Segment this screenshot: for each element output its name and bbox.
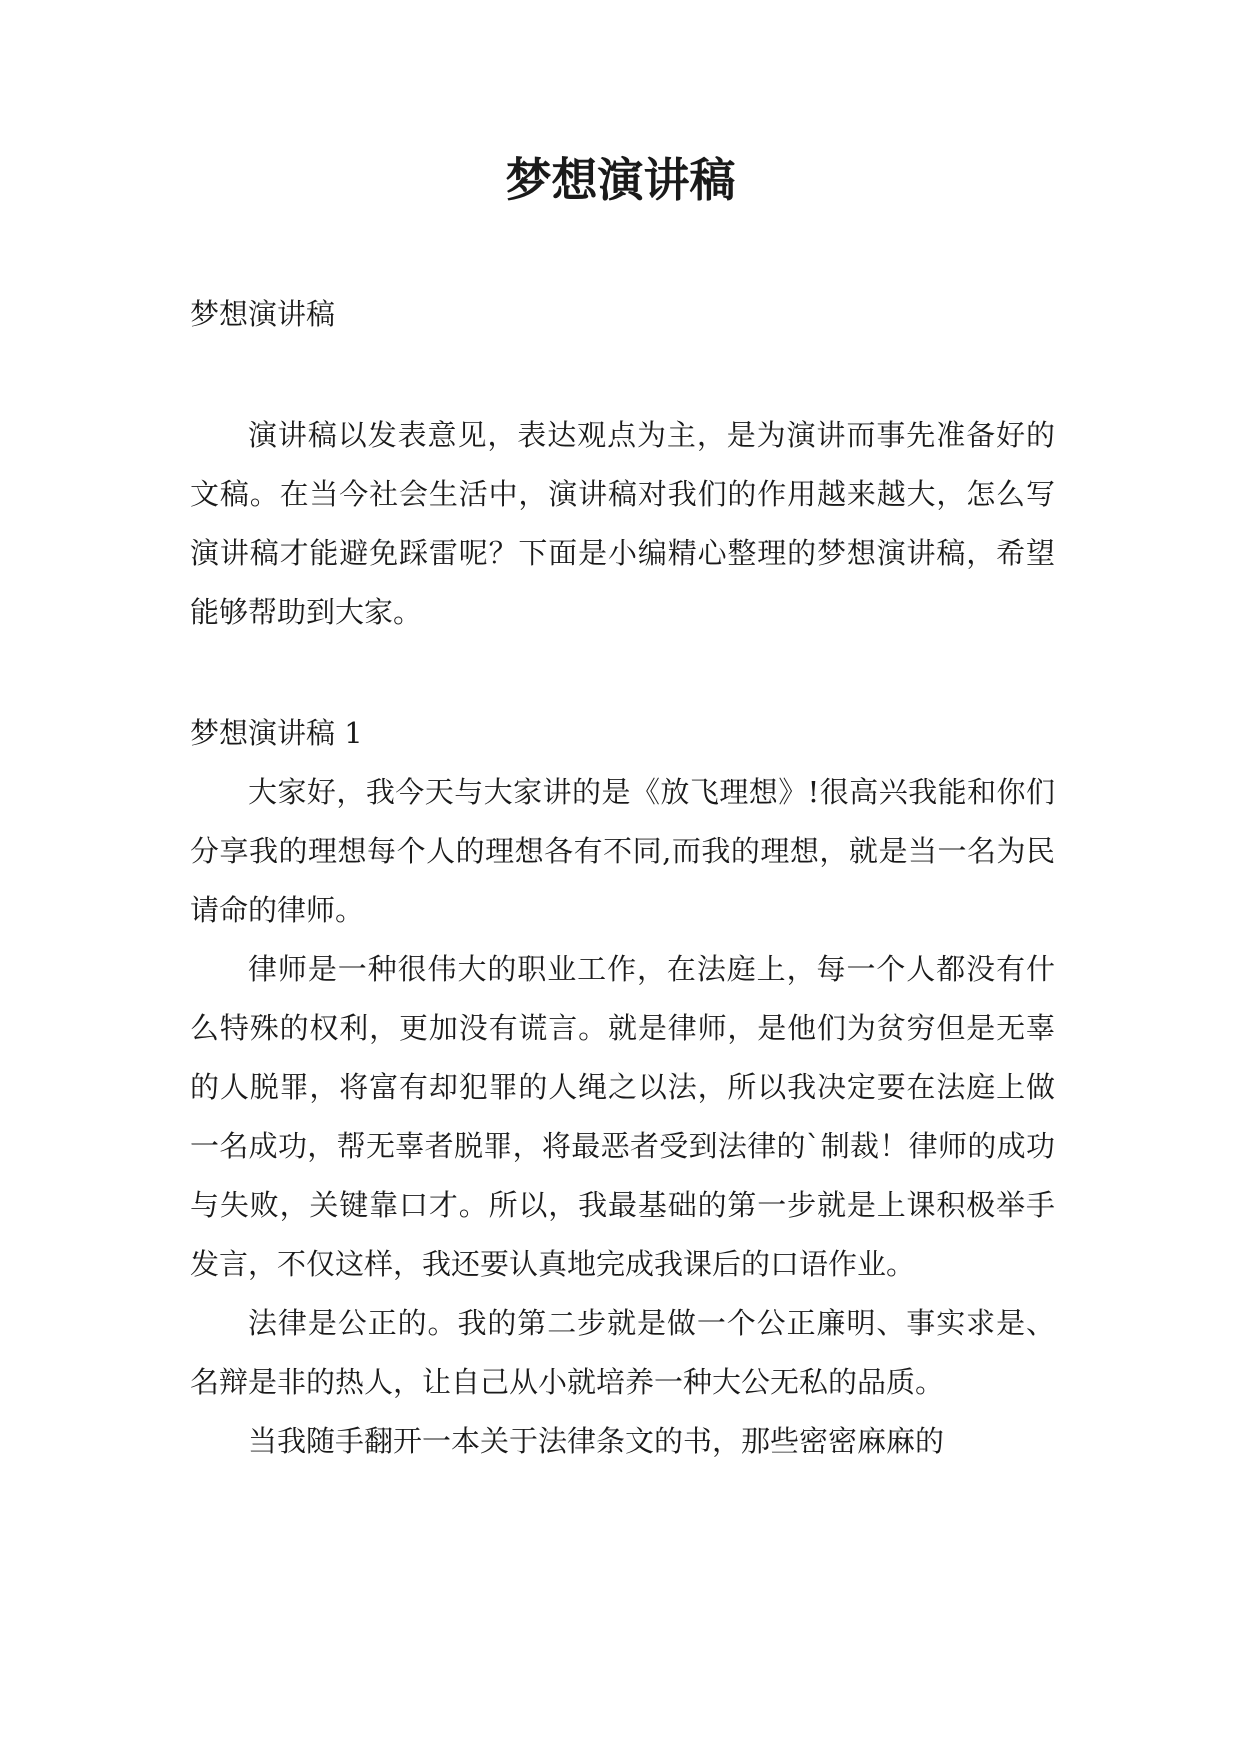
section-heading: 梦想演讲稿 1 <box>190 716 363 750</box>
body-paragraph: 法律是公正的。我的第二步就是做一个公正廉明、事实求是、名辩是非的热人，让自己从小就培养一种大公无私的品质。 <box>190 1306 1055 1399</box>
subtitle: 梦想演讲稿 <box>190 297 336 331</box>
document-body <box>190 285 1055 1471</box>
intro-paragraph: 演讲稿以发表意见，表达观点为主，是为演讲而事先准备好的文稿。在当今社会生活中，演讲稿对我们的作用越来越大，怎么写演讲稿才能避免踩雷呢？下面是小编精心整理的梦想演讲稿，希望能够帮助到大家。 <box>190 418 1055 629</box>
spacer <box>190 642 1055 704</box>
body-paragraph: 大家好，我今天与大家讲的是《放飞理想》!很高兴我能和你们分享我的理想每个人的理想各有不同,而我的理想，就是当一名为民请命的律师。 <box>190 775 1055 927</box>
body-paragraph: 律师是一种很伟大的职业工作，在法庭上，每一个人都没有什么特殊的权利，更加没有谎言。就是律师，是他们为贫穷但是无辜的人脱罪，将富有却犯罪的人绳之以法，所以我决定要在法庭上做一名成功，帮无辜者脱罪，将最恶者受到法律的`制裁！律师的成功与失败，关键靠口才。所以，我最基础的第一步就是上课积极举手发言，不仅这样，我还要认真地完成我课后的口语作业。 <box>190 952 1055 1281</box>
document-title: 梦想演讲稿 <box>505 153 736 207</box>
spacer <box>190 344 1055 406</box>
body-paragraph: 当我随手翻开一本关于法律条文的书，那些密密麻麻的 <box>248 1424 945 1458</box>
